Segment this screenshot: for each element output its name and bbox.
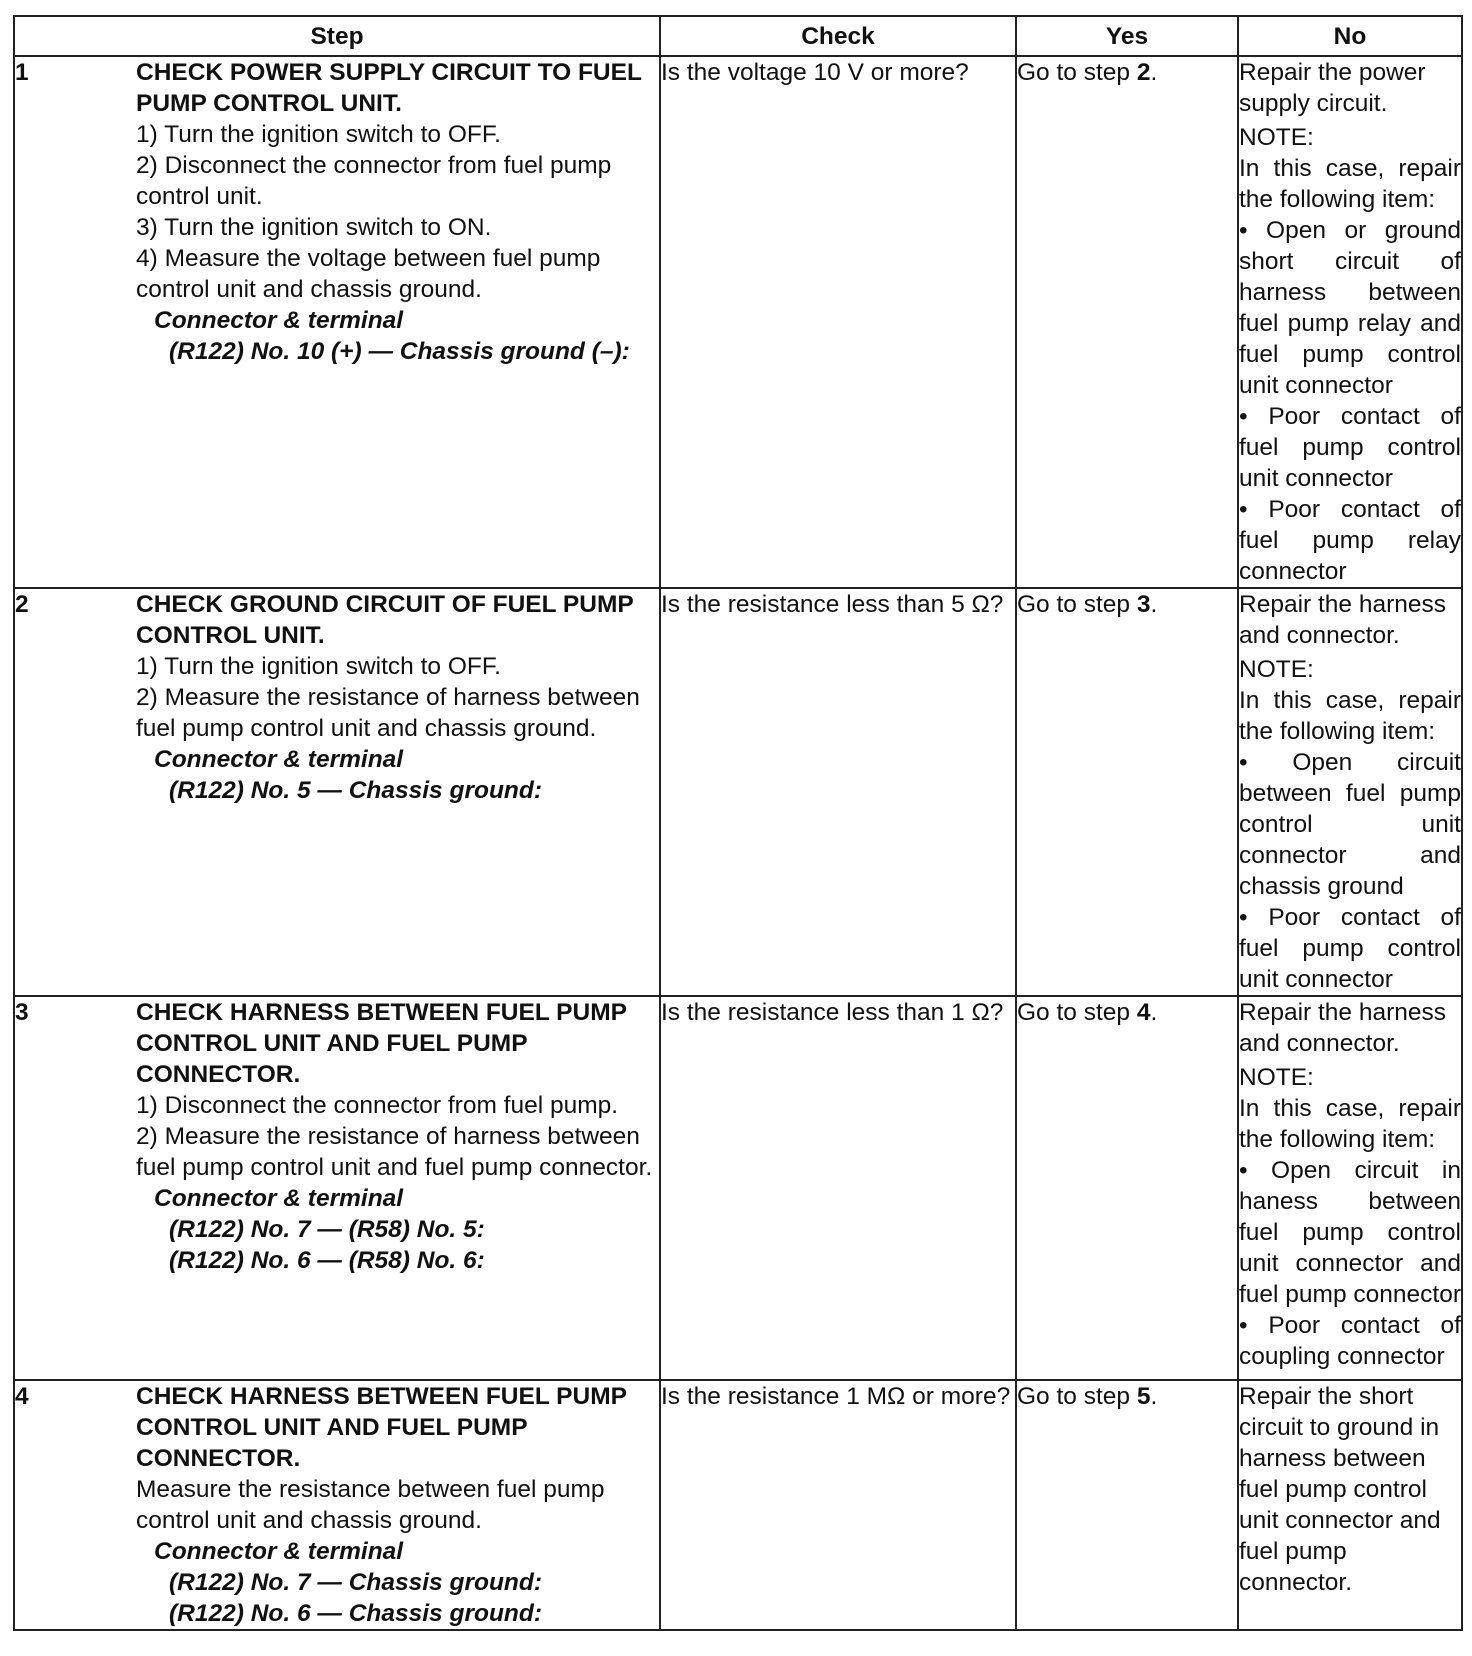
check-cell (660, 588, 1016, 996)
no-cell (1238, 56, 1462, 588)
step-body (136, 997, 659, 1276)
connector-terminal-spec: (R122) No. 6 — Chassis ground: (169, 1600, 543, 1627)
step-cell (14, 1380, 660, 1630)
yes-cell: Go to step 3. (1016, 588, 1238, 996)
no-cell (1238, 1380, 1462, 1630)
step-instruction: 1) Turn the ignition switch to OFF. (136, 653, 501, 680)
check-question: Is the voltage 10 V or more? (661, 59, 969, 86)
step-number: 2 (15, 591, 29, 618)
check-question: Is the resistance 1 MΩ or more? (661, 1383, 1011, 1410)
connector-terminal-label: Connector & terminal (154, 1538, 404, 1565)
yes-cell: Go to step 4. (1016, 996, 1238, 1380)
step-body (136, 589, 659, 806)
yes-prefix: Go to step (1017, 59, 1137, 86)
no-bullet-item: • Open circuit in haness between fuel pump control unit connector and fuel pump connector (1239, 1157, 1461, 1308)
yes-prefix: Go to step (1017, 1383, 1137, 1410)
no-bullet-item: • Poor contact of coupling connector (1239, 1312, 1461, 1370)
connector-terminal-spec: (R122) No. 10 (+) — Chassis ground (–): (169, 338, 630, 365)
step-body (136, 1381, 659, 1629)
yes-cell: Go to step 2. (1016, 56, 1238, 588)
check-question: Is the resistance less than 1 Ω? (661, 999, 1004, 1026)
connector-terminal-label: Connector & terminal (154, 746, 404, 773)
no-note-label: NOTE: (1239, 124, 1314, 151)
no-note-text: In this case, repair the following item: (1239, 155, 1461, 213)
header-check: Check (660, 16, 1016, 56)
connector-terminal-spec: (R122) No. 7 — (R58) No. 5: (169, 1216, 485, 1243)
diagnostic-table (13, 15, 1463, 1631)
header-yes: Yes (1016, 16, 1238, 56)
step-instruction: 2) Measure the resistance of harness between fuel pump control unit and chassis ground. (136, 684, 640, 742)
connector-terminal-spec: (R122) No. 6 — (R58) No. 6: (169, 1247, 485, 1274)
no-action: Repair the harness and connector. (1239, 999, 1447, 1057)
step-cell (14, 996, 660, 1380)
header-no: No (1238, 16, 1462, 56)
step-cell (14, 588, 660, 996)
step-instruction: 4) Measure the voltage between fuel pump control unit and chassis ground. (136, 245, 601, 303)
connector-terminal-spec: (R122) No. 7 — Chassis ground: (169, 1569, 543, 1596)
step-instruction: Measure the resistance between fuel pump control unit and chassis ground. (136, 1476, 605, 1534)
no-bullet-item: • Poor contact of fuel pump control unit connector (1239, 904, 1461, 993)
step-instruction: 1) Turn the ignition switch to OFF. (136, 121, 501, 148)
step-title: CHECK HARNESS BETWEEN FUEL PUMP CONTROL UNIT AND FUEL PUMP CONNECTOR. (136, 999, 627, 1088)
table-body (14, 56, 1462, 1630)
connector-terminal-spec: (R122) No. 5 — Chassis ground: (169, 777, 543, 804)
no-cell (1238, 996, 1462, 1380)
step-number: 4 (15, 1383, 29, 1410)
no-note-label: NOTE: (1239, 656, 1314, 683)
check-cell (660, 56, 1016, 588)
yes-prefix: Go to step (1017, 999, 1137, 1026)
yes-cell: Go to step 5. (1016, 1380, 1238, 1630)
step-title: CHECK POWER SUPPLY CIRCUIT TO FUEL PUMP CONTROL UNIT. (136, 59, 642, 117)
step-body (136, 57, 659, 367)
connector-terminal-label: Connector & terminal (154, 1185, 404, 1212)
check-cell (660, 1380, 1016, 1630)
check-question: Is the resistance less than 5 Ω? (661, 591, 1004, 618)
check-cell (660, 996, 1016, 1380)
no-bullet-item: • Poor contact of fuel pump relay connector (1239, 496, 1461, 585)
step-title: CHECK HARNESS BETWEEN FUEL PUMP CONTROL UNIT AND FUEL PUMP CONNECTOR. (136, 1383, 627, 1472)
yes-step-number: 4 (1136, 999, 1151, 1026)
step-title: CHECK GROUND CIRCUIT OF FUEL PUMP CONTROL UNIT. (136, 591, 634, 649)
step-cell (14, 56, 660, 588)
step-instruction: 2) Measure the resistance of harness between fuel pump control unit and fuel pump connector. (136, 1123, 653, 1181)
table-row (14, 56, 1462, 588)
no-bullet-item: • Open or ground short circuit of harness between fuel pump relay and fuel pump control unit connector (1239, 217, 1461, 399)
step-instruction: 3) Turn the ignition switch to ON. (136, 214, 492, 241)
table-row (14, 1380, 1462, 1630)
header-row (14, 16, 1462, 56)
no-note-text: In this case, repair the following item: (1239, 1095, 1461, 1153)
yes-step-number: 2 (1136, 59, 1151, 86)
no-note-text: In this case, repair the following item: (1239, 687, 1461, 745)
header-step: Step (14, 16, 660, 56)
no-bullet-item: • Open circuit between fuel pump control unit connector and chassis ground (1239, 749, 1461, 900)
no-bullet-item: • Poor contact of fuel pump control unit connector (1239, 403, 1461, 492)
step-number: 1 (15, 59, 29, 86)
no-note-label: NOTE: (1239, 1064, 1314, 1091)
table-row (14, 588, 1462, 996)
connector-terminal-label: Connector & terminal (154, 307, 404, 334)
yes-step-number: 3 (1136, 591, 1151, 618)
step-number: 3 (15, 999, 29, 1026)
step-instruction: 2) Disconnect the connector from fuel pump control unit. (136, 152, 612, 210)
table-row (14, 996, 1462, 1380)
no-action: Repair the short circuit to ground in harness between fuel pump control unit connector and fuel pump connector. (1239, 1383, 1441, 1596)
no-action: Repair the power supply circuit. (1239, 59, 1426, 117)
no-cell (1238, 588, 1462, 996)
yes-prefix: Go to step (1017, 591, 1137, 618)
yes-step-number: 5 (1136, 1383, 1151, 1410)
no-action: Repair the harness and connector. (1239, 591, 1447, 649)
step-instruction: 1) Disconnect the connector from fuel pump. (136, 1092, 619, 1119)
